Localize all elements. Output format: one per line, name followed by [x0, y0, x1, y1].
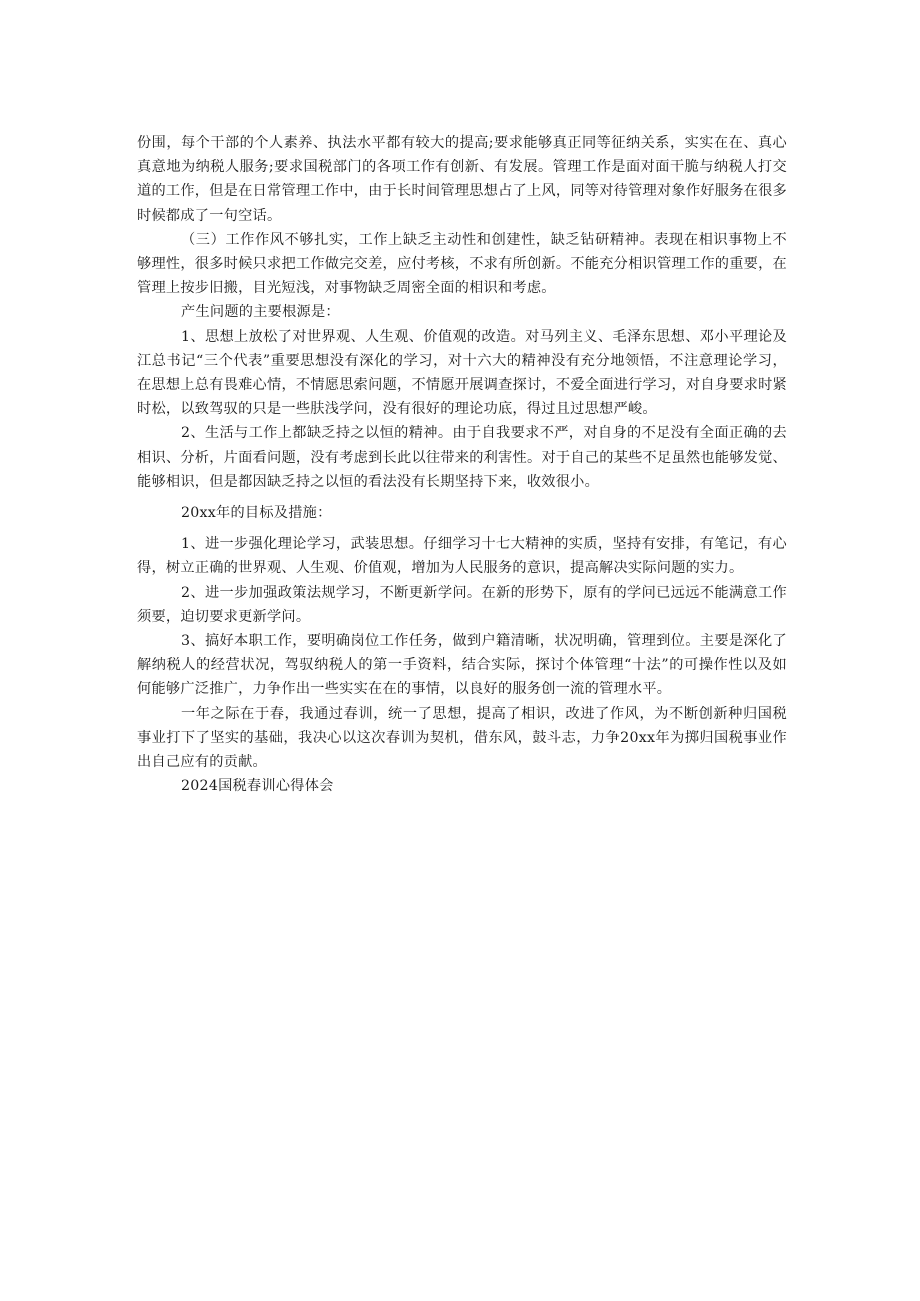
paragraph-work-style: （三）工作作风不够扎实，工作上缺乏主动性和创建性，缺乏钻研精神。表现在相识事物上不够理性，很多时候只求把工作做完交差，应付考核，不求有所创新。不能充分相识管理工作的重要，在管理上按步旧搬，目光短浅，对事物缺乏周密全面的相识和考虑。 — [137, 231, 787, 297]
paragraph-root-causes-heading: 产生问题的主要根源是： — [181, 304, 340, 321]
paragraph-cause-1: 1、思想上放松了对世界观、人生观、价值观的改造。对马列主义、毛泽东思想、邓小平理论及江总书记“三个代表”重要思想没有深化的学习，对十六大的精神没有充分地领悟，不注意理论学习，在思想上总有畏难心情，不情愿思索问题，不情愿开展调查探讨，不爱全面进行学习，对自身要求时紧时松，以致驾驭的只是一些肤浅学问，没有很好的理论功底，得过且过思想严峻。 — [137, 328, 787, 418]
paragraph-continuation: 份围，每个干部的个人素养、执法水平都有较大的提高;要求能够真正同等征纳关系，实实在在、真心真意地为纳税人服务;要求国税部门的各项工作有创新、有发展。管理工作是面对面干脆与纳税人打交道的工作，但是在日常管理工作中，由于长时间管理思想占了上风，同等对待管理对象作好服务在很多时候都成了一句空话。 — [137, 135, 787, 224]
paragraph-goal-1: 1、进一步强化理论学习，武装思想。仔细学习十七大精神的实质，坚持有安排，有笔记，有心得，树立正确的世界观、人生观、价值观，增加为人民服务的意识，提高解决实际问题的实力。 — [137, 536, 787, 577]
paragraph-cause-2: 2、生活与工作上都缺乏持之以恒的精神。由于自我要求不严，对自身的不足没有全面正确的去相识、分析，片面看问题，没有考虑到长此以往带来的利害性。对于自己的某些不足虽然也能够发觉、能够相识，但是都因缺乏持之以恒的看法没有长期坚持下来，收效很小。 — [137, 425, 787, 490]
paragraph-goal-2: 2、进一步加强政策法规学习，不断更新学问。在新的形势下，原有的学问已远远不能满意工作须要，迫切要求更新学问。 — [137, 584, 787, 625]
paragraph-goal-3: 3、搞好本职工作，要明确岗位工作任务，做到户籍清晰，状况明确，管理到位。主要是深化了解纳税人的经营状况，驾驭纳税人的第一手资料，结合实际，探讨个体管理“十法”的可操作性以及如何能够广泛推广，力争作出一些实实在在的事情，以良好的服务创一流的管理水平。 — [137, 633, 787, 698]
paragraph-conclusion: 一年之际在于春，我通过春训，统一了思想，提高了相识，改进了作风，为不断创新种归国税事业打下了坚实的基础，我决心以这次春训为契机，借东风，鼓斗志，力争20xx年为掷归国税事业作出自己应有的贡献。 — [137, 705, 787, 771]
paragraph-goals-heading: 20xx年的目标及措施： — [181, 505, 332, 522]
document-body — [137, 131, 787, 798]
paragraph-title-footer: 2024国税春训心得体会 — [181, 778, 334, 795]
